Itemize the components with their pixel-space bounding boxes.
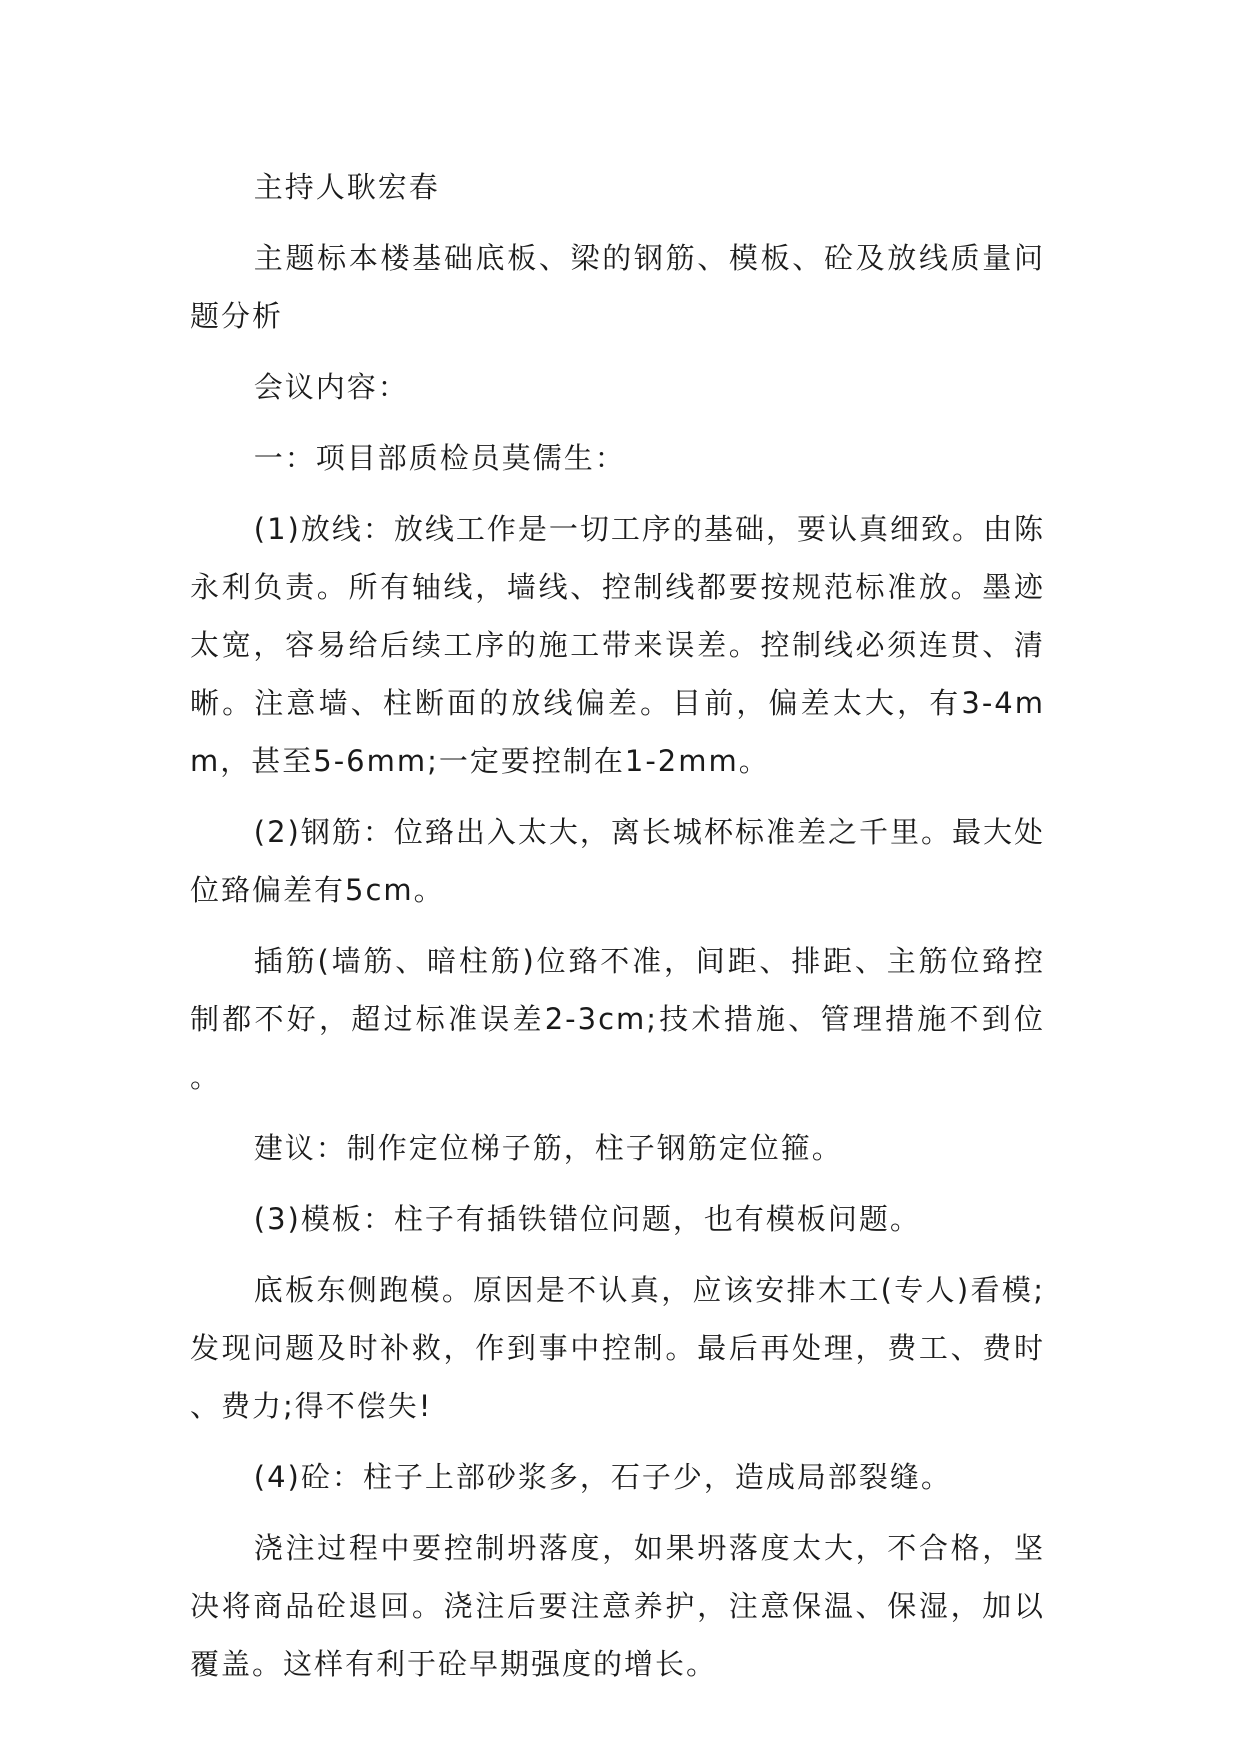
document-body xyxy=(190,158,1045,1706)
inspector-heading: 一：项目部质检员莫儒生： xyxy=(253,441,626,475)
paragraph-dowel-bars: 插筋(墙筋、暗柱筋)位臵不准，间距、排距、主筋位臵控制都不好，超过标准误差2-3cm;技术措施、管理措施不到位。 xyxy=(190,944,1045,1094)
topic-line: 主题标本楼基础底板、梁的钢筋、模板、砼及放线质量问题分析 xyxy=(190,241,1045,333)
paragraph-formwork: (3)模板：柱子有插铁错位问题，也有模板问题。 xyxy=(253,1202,921,1236)
paragraph-suggestion: 建议：制作定位梯子筋，柱子钢筋定位箍。 xyxy=(253,1131,843,1165)
host-line: 主持人耿宏春 xyxy=(253,170,440,204)
paragraph-concrete: (4)砼：柱子上部砂浆多，石子少，造成局部裂缝。 xyxy=(253,1460,952,1494)
paragraph-rebar: (2)钢筋：位臵出入太大，离长城杯标准差之千里。最大处位臵偏差有5cm。 xyxy=(190,815,1045,907)
paragraph-formwork-east: 底板东侧跑模。原因是不认真，应该安排木工(专人)看模;发现问题及时补救，作到事中控制。最后再处理，费工、费时、费力;得不偿失! xyxy=(190,1273,1045,1423)
paragraph-pouring: 浇注过程中要控制坍落度，如果坍落度太大，不合格，坚决将商品砼退回。浇注后要注意养护，注意保温、保湿，加以覆盖。这样有利于砼早期强度的增长。 xyxy=(190,1531,1045,1681)
paragraph-layout-lines: (1)放线：放线工作是一切工序的基础，要认真细致。由陈永利负责。所有轴线，墙线、控制线都要按规范标准放。墨迹太宽，容易给后续工序的施工带来误差。控制线必须连贯、清晰。注意墙、柱断面的放线偏差。目前，偏差太大，有3-4mm，甚至5-6mm;一定要控制在1-2mm。 xyxy=(190,512,1045,778)
meeting-content-heading: 会议内容： xyxy=(253,370,409,404)
